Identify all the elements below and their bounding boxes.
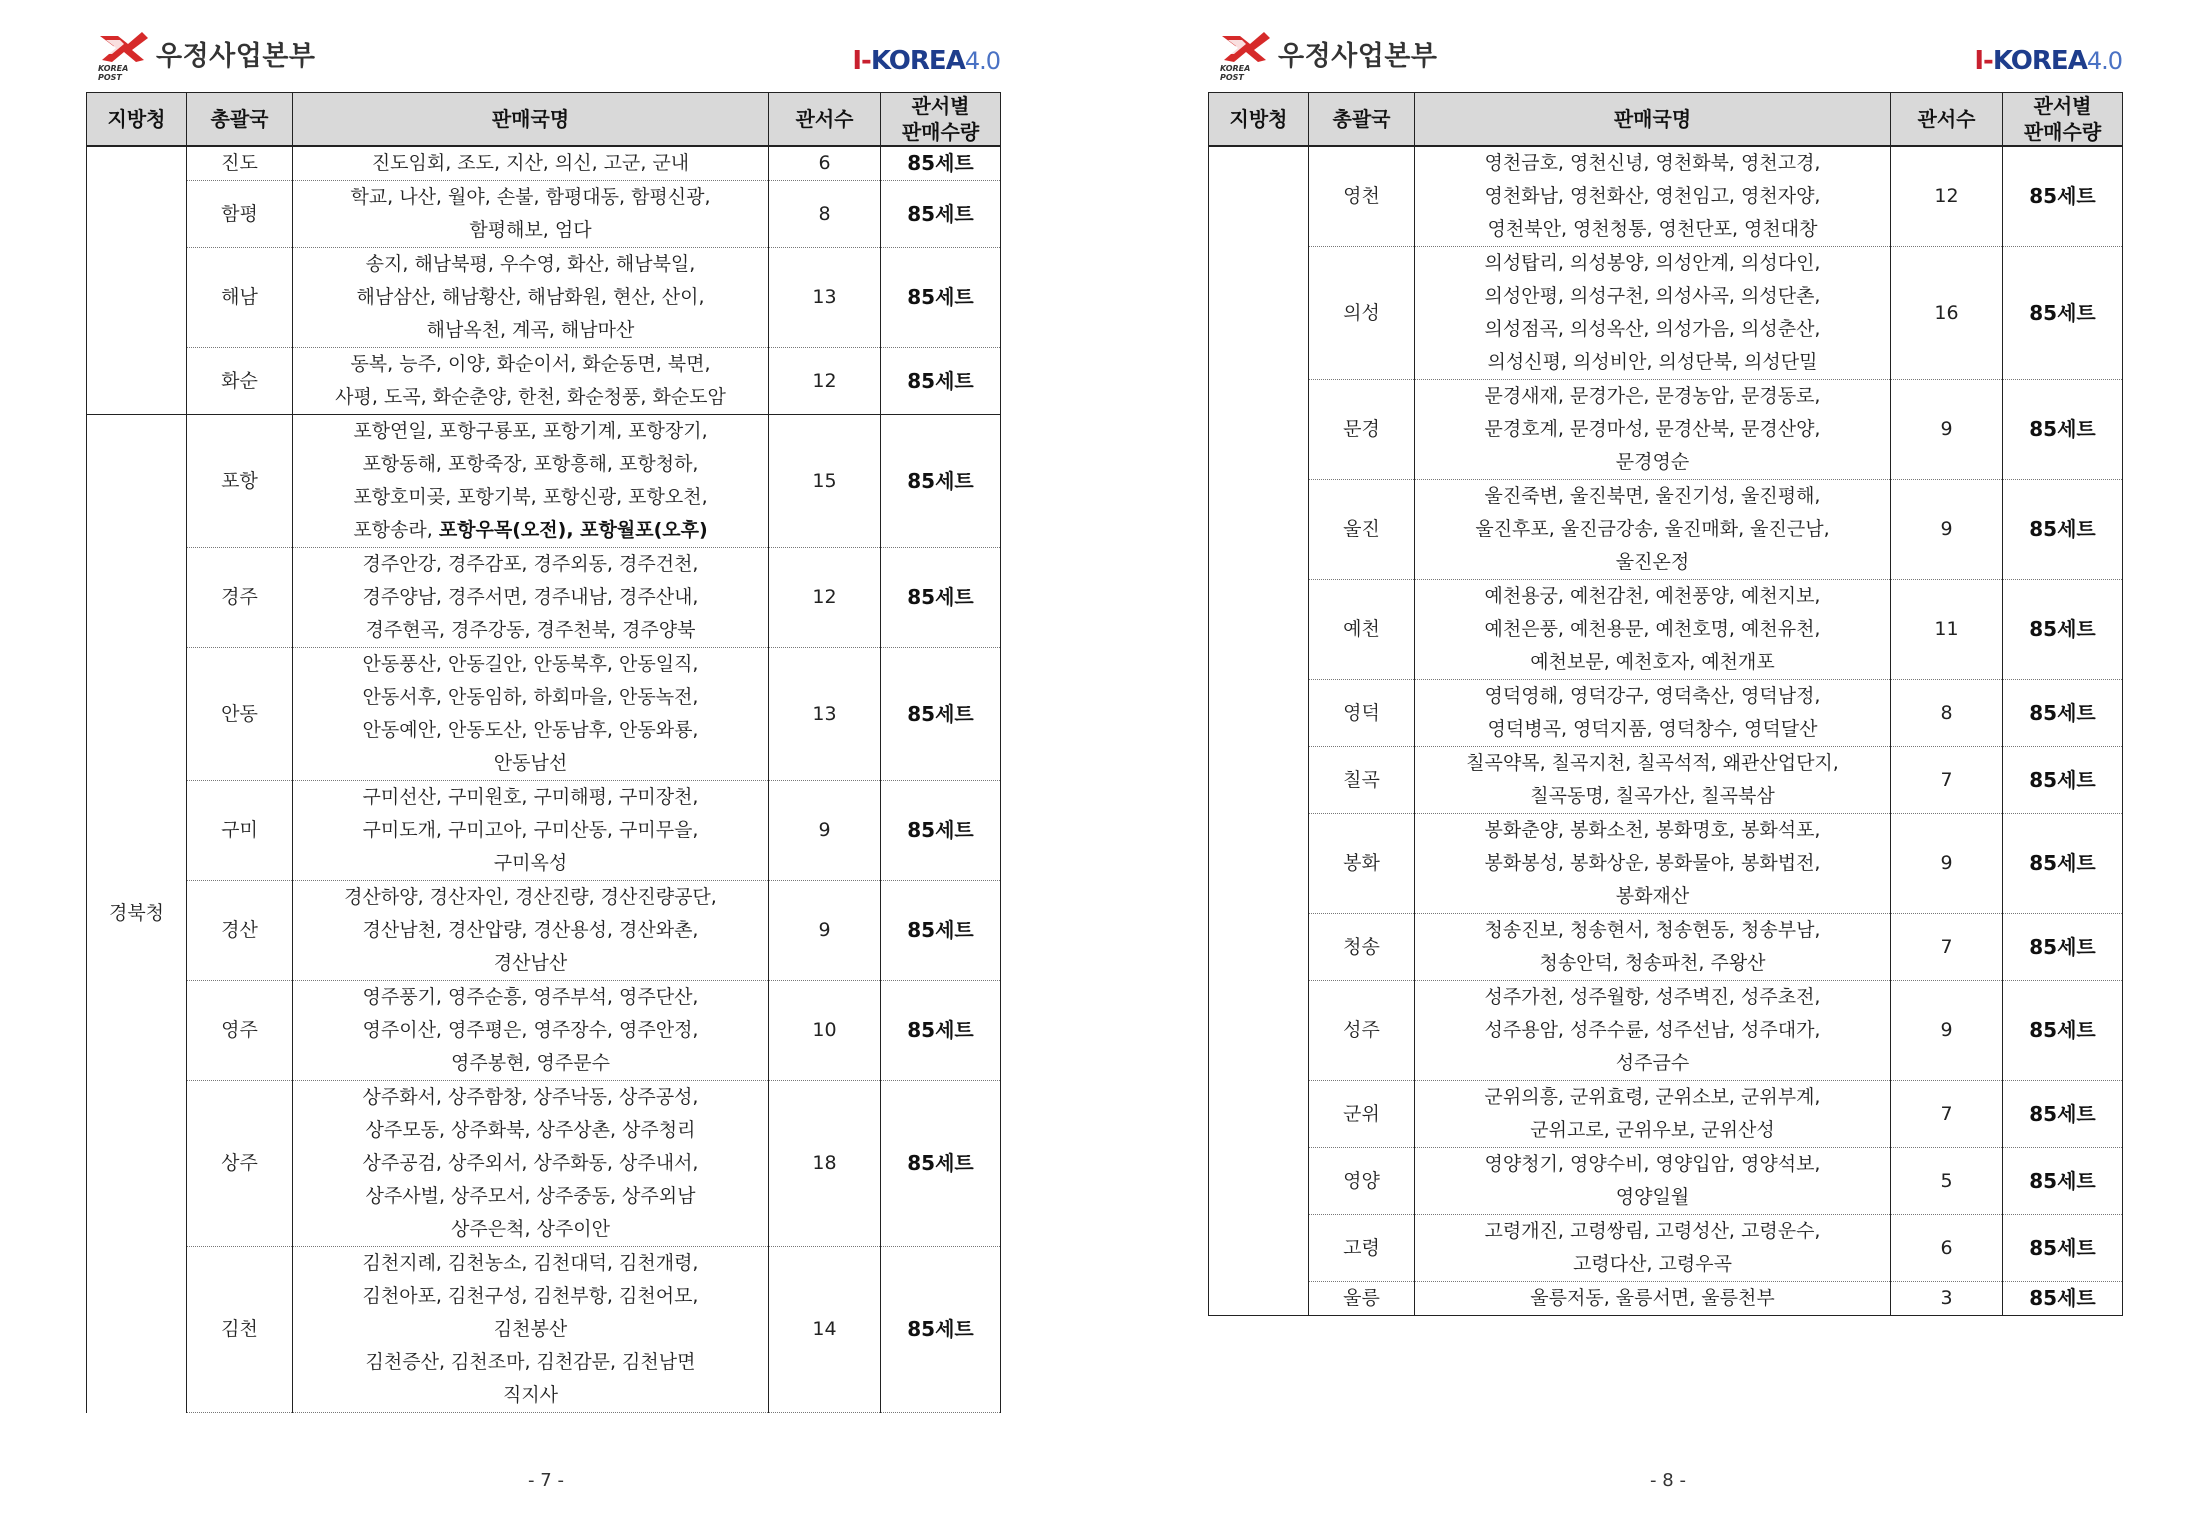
office-names-line: 영천금호, 영천신녕, 영천화북, 영천고경, — [1484, 152, 1821, 174]
office-names-cell — [293, 248, 769, 348]
head-office-cell: 진도 — [187, 146, 293, 181]
header-region: 지방청 — [87, 93, 187, 147]
office-names-cell — [293, 415, 769, 548]
qty-cell: 85세트 — [881, 981, 1001, 1081]
office-names-line: 성주가천, 성주월항, 성주벽진, 성주초전, — [1484, 986, 1821, 1008]
office-count-cell: 12 — [769, 548, 881, 648]
office-names-line: 의성안평, 의성구천, 의성사곡, 의성단촌, — [1484, 285, 1821, 307]
office-names-line: 상주모동, 상주화북, 상주상촌, 상주청리 — [365, 1119, 696, 1141]
table-row — [87, 248, 1001, 348]
office-count-cell: 9 — [1891, 480, 2003, 580]
office-count-cell: 7 — [1891, 747, 2003, 814]
org-name: 우정사업본부 — [1278, 41, 1438, 72]
table-row — [87, 348, 1001, 415]
office-names-line: 안동풍산, 안동길안, 안동북후, 안동일직, — [362, 653, 699, 675]
office-names-line: 성주용암, 성주수륜, 성주선남, 성주대가, — [1484, 1019, 1821, 1041]
head-office-cell: 성주 — [1309, 981, 1415, 1081]
table-row — [1209, 1282, 2123, 1316]
table-row — [1209, 1148, 2123, 1215]
office-names-line: 고령다산, 고령우곡 — [1573, 1253, 1732, 1275]
office-names-line: 예천용궁, 예천감천, 예천풍양, 예천지보, — [1484, 585, 1821, 607]
table-header-row — [1209, 93, 2123, 147]
office-names-line: 포항호미곶, 포항기북, 포항신광, 포항오천, — [353, 486, 708, 508]
office-count-cell: 9 — [769, 881, 881, 981]
head-office-cell: 칠곡 — [1309, 747, 1415, 814]
office-names-line: 경산남산 — [493, 952, 568, 974]
head-office-cell: 예천 — [1309, 580, 1415, 680]
office-count-cell: 14 — [769, 1247, 881, 1413]
korea-post-logo — [1220, 30, 1438, 82]
office-names-line: 송지, 해남북평, 우수영, 화산, 해남북일, — [365, 253, 696, 275]
office-names-line: 구미도개, 구미고아, 구미산동, 구미무을, — [362, 819, 699, 841]
table-row — [1209, 814, 2123, 914]
org-subtitle: KOREA POST — [98, 64, 129, 82]
table-row — [87, 181, 1001, 248]
table-row — [1209, 480, 2123, 580]
head-office-cell: 함평 — [187, 181, 293, 248]
office-names-line: 안동남선 — [493, 752, 568, 774]
office-names-cell — [293, 881, 769, 981]
head-office-cell: 경산 — [187, 881, 293, 981]
office-count-cell: 18 — [769, 1081, 881, 1247]
office-names-line: 봉화재산 — [1615, 885, 1690, 907]
office-names-bold: 포항우목(오전), 포항월포(오후) — [438, 519, 708, 541]
qty-cell: 85세트 — [881, 415, 1001, 548]
office-count-cell: 8 — [1891, 680, 2003, 747]
head-office-cell: 문경 — [1309, 380, 1415, 480]
office-names-line: 울진죽변, 울진북면, 울진기성, 울진평해, — [1484, 485, 1821, 507]
office-names-cell — [1415, 981, 1891, 1081]
qty-cell: 85세트 — [881, 146, 1001, 181]
office-names-line: 안동예안, 안동도산, 안동남후, 안동와룡, — [362, 719, 699, 741]
qty-cell: 85세트 — [881, 1081, 1001, 1247]
head-office-cell: 경주 — [187, 548, 293, 648]
table-row — [87, 981, 1001, 1081]
office-count-cell: 3 — [1891, 1282, 2003, 1316]
head-office-cell: 해남 — [187, 248, 293, 348]
page-number: - 7 - — [528, 1470, 564, 1491]
office-names-line: 구미선산, 구미원호, 구미해평, 구미장천, — [362, 786, 699, 808]
head-office-cell: 포항 — [187, 415, 293, 548]
table-row — [1209, 580, 2123, 680]
office-names-line: 경주안강, 경주감포, 경주외동, 경주건천, — [362, 553, 699, 575]
qty-cell: 85세트 — [2003, 480, 2123, 580]
office-names-cell — [1415, 1148, 1891, 1215]
office-count-cell: 9 — [1891, 981, 2003, 1081]
table-row — [87, 648, 1001, 781]
office-names-line: 포항송라, — [353, 519, 439, 541]
qty-cell: 85세트 — [2003, 580, 2123, 680]
office-names-line: 봉화봉성, 봉화상운, 봉화물야, 봉화법전, — [1484, 852, 1821, 874]
table-row — [87, 781, 1001, 881]
office-names-cell — [1415, 747, 1891, 814]
office-names-line: 울진온정 — [1615, 551, 1690, 573]
head-office-cell: 울진 — [1309, 480, 1415, 580]
head-office-cell: 안동 — [187, 648, 293, 781]
header-region: 지방청 — [1209, 93, 1309, 147]
head-office-cell: 영덕 — [1309, 680, 1415, 747]
office-names-cell — [1415, 1081, 1891, 1148]
office-names-line: 고령개진, 고령쌍림, 고령성산, 고령운수, — [1484, 1220, 1821, 1242]
region-cell: 경북청 — [87, 415, 187, 1413]
office-names-line: 영주풍기, 영주순흥, 영주부석, 영주단산, — [362, 986, 699, 1008]
table-header-row — [87, 93, 1001, 147]
office-names-cell — [1415, 914, 1891, 981]
office-names-line: 청송안덕, 청송파천, 주왕산 — [1539, 952, 1766, 974]
qty-cell: 85세트 — [2003, 1148, 2123, 1215]
office-names-line: 경산남천, 경산압량, 경산용성, 경산와촌, — [362, 919, 699, 941]
office-names-line: 칠곡동명, 칠곡가산, 칠곡북삼 — [1530, 785, 1775, 807]
office-count-cell: 7 — [1891, 1081, 2003, 1148]
qty-cell: 85세트 — [881, 248, 1001, 348]
office-count-cell: 12 — [1891, 146, 2003, 247]
office-names-line: 김천증산, 김천조마, 김천감문, 김천남면 — [365, 1351, 696, 1373]
office-names-line: 문경호계, 문경마성, 문경산북, 문경산양, — [1484, 418, 1821, 440]
office-names-line: 영천북안, 영천청통, 영천단포, 영천대창 — [1487, 218, 1818, 240]
head-office-cell: 고령 — [1309, 1215, 1415, 1282]
qty-cell: 85세트 — [881, 348, 1001, 415]
office-names-line: 포항동해, 포항죽장, 포항흥해, 포항청하, — [362, 453, 699, 475]
office-names-line: 군위의흥, 군위효령, 군위소보, 군위부계, — [1484, 1086, 1821, 1108]
qty-cell: 85세트 — [881, 181, 1001, 248]
org-name: 우정사업본부 — [156, 41, 316, 72]
office-names-cell — [1415, 680, 1891, 747]
qty-cell: 85세트 — [2003, 981, 2123, 1081]
office-names-line: 울진후포, 울진금강송, 울진매화, 울진근남, — [1475, 518, 1830, 540]
table-row — [1209, 1215, 2123, 1282]
qty-cell: 85세트 — [2003, 747, 2123, 814]
office-names-line: 영양청기, 영양수비, 영양입암, 영양석보, — [1484, 1153, 1821, 1175]
office-count-cell: 12 — [769, 348, 881, 415]
table-row — [87, 881, 1001, 981]
office-names-line: 칠곡약목, 칠곡지천, 칠곡석적, 왜관산업단지, — [1466, 752, 1839, 774]
office-count-cell: 11 — [1891, 580, 2003, 680]
page-7 — [86, 0, 1006, 1522]
office-names-cell — [1415, 146, 1891, 247]
office-names-line: 의성신평, 의성비안, 의성단북, 의성단밀 — [1487, 351, 1818, 373]
sales-table — [1208, 92, 2123, 1316]
head-office-cell: 상주 — [187, 1081, 293, 1247]
office-count-cell: 10 — [769, 981, 881, 1081]
office-names-cell — [293, 648, 769, 781]
office-names-cell — [1415, 380, 1891, 480]
office-names-line: 군위고로, 군위우보, 군위산성 — [1530, 1119, 1775, 1141]
header-office-names: 판매국명 — [293, 93, 769, 147]
page-header — [86, 30, 1006, 82]
head-office-cell: 군위 — [1309, 1081, 1415, 1148]
qty-cell: 85세트 — [881, 1247, 1001, 1413]
office-names-line: 안동서후, 안동임하, 하회마을, 안동녹전, — [362, 686, 699, 708]
qty-cell: 85세트 — [2003, 914, 2123, 981]
office-names-line: 영천화남, 영천화산, 영천임고, 영천자양, — [1484, 185, 1821, 207]
office-count-cell: 7 — [1891, 914, 2003, 981]
table-row — [1209, 680, 2123, 747]
office-names-line: 영주봉현, 영주문수 — [451, 1052, 610, 1074]
office-count-cell: 15 — [769, 415, 881, 548]
office-names-line: 성주금수 — [1615, 1052, 1690, 1074]
office-names-line: 해남삼산, 해남황산, 해남화원, 현산, 산이, — [356, 286, 705, 308]
head-office-cell: 영양 — [1309, 1148, 1415, 1215]
office-names-cell — [1415, 247, 1891, 380]
head-office-cell: 구미 — [187, 781, 293, 881]
office-names-cell — [293, 781, 769, 881]
head-office-cell: 영주 — [187, 981, 293, 1081]
head-office-cell: 영천 — [1309, 146, 1415, 247]
office-names-line: 상주은척, 상주이안 — [451, 1218, 610, 1240]
office-names-line: 김천봉산 — [493, 1318, 568, 1340]
office-names-cell — [1415, 814, 1891, 914]
head-office-cell: 김천 — [187, 1247, 293, 1413]
region-cell — [87, 146, 187, 415]
head-office-cell: 청송 — [1309, 914, 1415, 981]
office-names-line: 상주화서, 상주함창, 상주낙동, 상주공성, — [362, 1086, 699, 1108]
qty-cell: 85세트 — [2003, 247, 2123, 380]
ikorea-logo: I-KOREA4.0 — [1974, 46, 2122, 76]
header-office-names: 판매국명 — [1415, 93, 1891, 147]
table-row — [87, 1247, 1001, 1413]
office-names-line: 문경영순 — [1615, 451, 1690, 473]
office-count-cell: 6 — [1891, 1215, 2003, 1282]
office-names-line: 사평, 도곡, 화순춘양, 한천, 화순청풍, 화순도암 — [335, 386, 726, 408]
office-names-line: 의성탑리, 의성봉양, 의성안계, 의성다인, — [1484, 252, 1821, 274]
office-names-line: 예천보문, 예천호자, 예천개포 — [1530, 651, 1775, 673]
office-names-line: 직지사 — [502, 1384, 559, 1406]
korea-post-emblem-icon — [1220, 30, 1272, 82]
page-8 — [1208, 0, 2128, 1522]
table-row — [1209, 380, 2123, 480]
office-names-line: 상주사벌, 상주모서, 상주중동, 상주외남 — [365, 1185, 696, 1207]
header-qty: 관서별 판매수량 — [881, 93, 1001, 147]
org-subtitle: KOREA POST — [1220, 64, 1251, 82]
office-names-line: 경주현곡, 경주강동, 경주천북, 경주양북 — [365, 619, 696, 641]
office-names-cell — [293, 1081, 769, 1247]
qty-cell: 85세트 — [2003, 814, 2123, 914]
office-count-cell: 8 — [769, 181, 881, 248]
office-names-cell — [1415, 580, 1891, 680]
qty-cell: 85세트 — [2003, 680, 2123, 747]
office-names-line: 동복, 능주, 이양, 화순이서, 화순동면, 북면, — [350, 353, 711, 375]
header-office-count: 관서수 — [1891, 93, 2003, 147]
qty-cell: 85세트 — [881, 781, 1001, 881]
qty-cell: 85세트 — [2003, 380, 2123, 480]
head-office-cell: 의성 — [1309, 247, 1415, 380]
office-names-cell — [1415, 1282, 1891, 1316]
office-count-cell: 6 — [769, 146, 881, 181]
office-count-cell: 13 — [769, 248, 881, 348]
qty-cell: 85세트 — [2003, 1215, 2123, 1282]
office-names-line: 청송진보, 청송현서, 청송현동, 청송부남, — [1484, 919, 1821, 941]
ikorea-logo: I-KOREA4.0 — [852, 46, 1000, 76]
region-cell — [1209, 146, 1309, 1316]
head-office-cell: 화순 — [187, 348, 293, 415]
table-row — [1209, 146, 2123, 247]
office-names-line: 영덕병곡, 영덕지품, 영덕창수, 영덕달산 — [1487, 718, 1818, 740]
office-names-line: 예천은풍, 예천용문, 예천호명, 예천유천, — [1484, 618, 1821, 640]
office-names-cell — [293, 348, 769, 415]
office-names-cell — [293, 1247, 769, 1413]
sales-table — [86, 92, 1001, 1413]
office-names-line: 학교, 나산, 월야, 손불, 함평대동, 함평신광, — [350, 186, 711, 208]
office-names-line: 포항연일, 포항구룡포, 포항기계, 포항장기, — [353, 420, 708, 442]
office-names-line: 울릉저동, 울릉서면, 울릉천부 — [1530, 1287, 1775, 1309]
office-names-line: 김천지례, 김천농소, 김천대덕, 김천개령, — [362, 1252, 699, 1274]
office-names-line: 경산하양, 경산자인, 경산진량, 경산진량공단, — [344, 886, 717, 908]
korea-post-emblem-icon — [98, 30, 150, 82]
qty-cell: 85세트 — [2003, 1282, 2123, 1316]
office-count-cell: 13 — [769, 648, 881, 781]
office-names-line: 영주이산, 영주평은, 영주장수, 영주안정, — [362, 1019, 699, 1041]
office-names-line: 문경새재, 문경가은, 문경농암, 문경동로, — [1484, 385, 1821, 407]
office-names-line: 김천아포, 김천구성, 김천부항, 김천어모, — [362, 1285, 699, 1307]
page-number: - 8 - — [1650, 1470, 1686, 1491]
table-row — [87, 548, 1001, 648]
office-count-cell: 16 — [1891, 247, 2003, 380]
table-row — [1209, 914, 2123, 981]
table-row — [87, 415, 1001, 548]
qty-cell: 85세트 — [881, 881, 1001, 981]
table-row — [1209, 981, 2123, 1081]
office-names-line: 의성점곡, 의성옥산, 의성가음, 의성춘산, — [1484, 318, 1821, 340]
header-office-count: 관서수 — [769, 93, 881, 147]
office-names-cell — [1415, 480, 1891, 580]
table-row — [87, 1081, 1001, 1247]
office-names-cell — [293, 548, 769, 648]
office-names-line: 진도임회, 조도, 지산, 의신, 고군, 군내 — [371, 152, 690, 174]
header-qty: 관서별 판매수량 — [2003, 93, 2123, 147]
table-row — [87, 146, 1001, 181]
qty-cell: 85세트 — [2003, 146, 2123, 247]
korea-post-logo — [98, 30, 316, 82]
office-count-cell: 9 — [1891, 814, 2003, 914]
office-names-cell — [1415, 1215, 1891, 1282]
header-head-office: 총괄국 — [187, 93, 293, 147]
table-row — [1209, 247, 2123, 380]
page-header — [1208, 30, 2128, 82]
head-office-cell: 봉화 — [1309, 814, 1415, 914]
office-names-line: 영덕영해, 영덕강구, 영덕축산, 영덕남정, — [1484, 685, 1821, 707]
office-names-line: 함평해보, 엄다 — [469, 219, 592, 241]
qty-cell: 85세트 — [881, 548, 1001, 648]
office-count-cell: 5 — [1891, 1148, 2003, 1215]
office-names-line: 구미옥성 — [493, 852, 568, 874]
header-head-office: 총괄국 — [1309, 93, 1415, 147]
office-names-line: 상주공검, 상주외서, 상주화동, 상주내서, — [362, 1152, 699, 1174]
qty-cell: 85세트 — [881, 648, 1001, 781]
office-count-cell: 9 — [1891, 380, 2003, 480]
office-names-cell — [293, 981, 769, 1081]
office-names-cell — [293, 181, 769, 248]
office-names-line: 해남옥천, 계곡, 해남마산 — [426, 319, 635, 341]
office-names-cell — [293, 146, 769, 181]
office-count-cell: 9 — [769, 781, 881, 881]
table-row — [1209, 747, 2123, 814]
office-names-line: 봉화춘양, 봉화소천, 봉화명호, 봉화석포, — [1484, 819, 1821, 841]
office-names-line: 경주양남, 경주서면, 경주내남, 경주산내, — [362, 586, 699, 608]
qty-cell: 85세트 — [2003, 1081, 2123, 1148]
office-names-line: 영양일월 — [1615, 1186, 1690, 1208]
table-row — [1209, 1081, 2123, 1148]
head-office-cell: 울릉 — [1309, 1282, 1415, 1316]
